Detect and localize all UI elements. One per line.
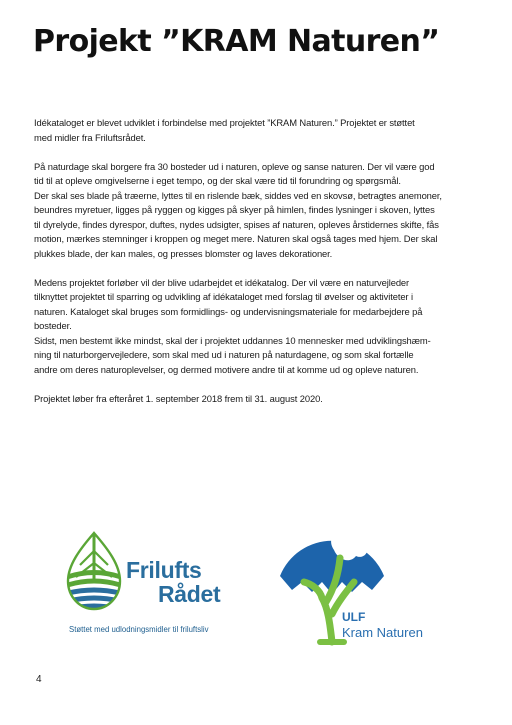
paragraph-katalog: Medens projektet forløber vil der blive udarbejdet et idékatalog. Der vil være en naturvejleder tilknyttet projektet til sparring og udvikling af idékataloget med forslag til øvelser og aktiviteter i naturen. Kataloget skal bruges som formidlings- og undervisningsmateriale for medarbejdere på bosteder. Sidst, men bestemt ikke mindst, skal der i projektet uddannes 10 mennesker med udviklingshæm- ning til naturborgervejledere, som skal med ud i naturen på naturdagene, og som skal fortælle andre om deres naturoplevelser, og dermed motivere andre til at komme ud og opleve naturen.	[34, 276, 431, 375]
ulf-subtitle: Kram Naturen	[342, 625, 423, 640]
page-title: Projekt ”KRAM Naturen”	[33, 24, 440, 59]
leaf-logo-icon	[66, 531, 122, 611]
body-text	[34, 116, 484, 421]
friluftsraadet-tagline: Støttet med udlodningsmidler til friluftsliv	[69, 625, 209, 634]
ulf-name: ULF	[342, 610, 366, 624]
page-number: 4	[36, 674, 42, 685]
ulf-logo	[276, 512, 466, 652]
paragraph-intro: Idékataloget er blevet udviklet i forbindelse med projektet ”KRAM Naturen.” Projektet er støttet med midler fra Friluftsrådet.	[34, 117, 415, 143]
friluftsraadet-name-line1: Frilufts	[126, 557, 202, 583]
paragraph-period: Projektet løber fra efteråret 1. september 2018 frem til 31. august 2020.	[34, 392, 323, 404]
paragraph-naturdage: På naturdage skal borgere fra 30 bosteder ud i naturen, opleve og sanse naturen. Der vil være god tid til at opleve omgivelserne i eget tempo, og der skal være tid til forundring og spørgsmål. Der skal ses blade på træerne, lyttes til en rislende bæk, siddes ved en skovsø, betragtes anemoner, beundres myretuer, ligges på ryggen og kigges på skyer på himlen, findes lysninger i skoven, lyttes til dyrelyde, findes dyrespor, duftes, nydes udsigter, spises af naturen, opleves årstidernes skifte, fås motion, mærkes stemninger i kroppen og meget mere. Naturen skal også tages med hjem. Der skal plukkes blade, der kan males, og presses blomster og laves dekorationer.	[34, 160, 442, 259]
friluftsraadet-logo	[66, 531, 266, 641]
friluftsraadet-name-line2: Rådet	[158, 581, 221, 607]
